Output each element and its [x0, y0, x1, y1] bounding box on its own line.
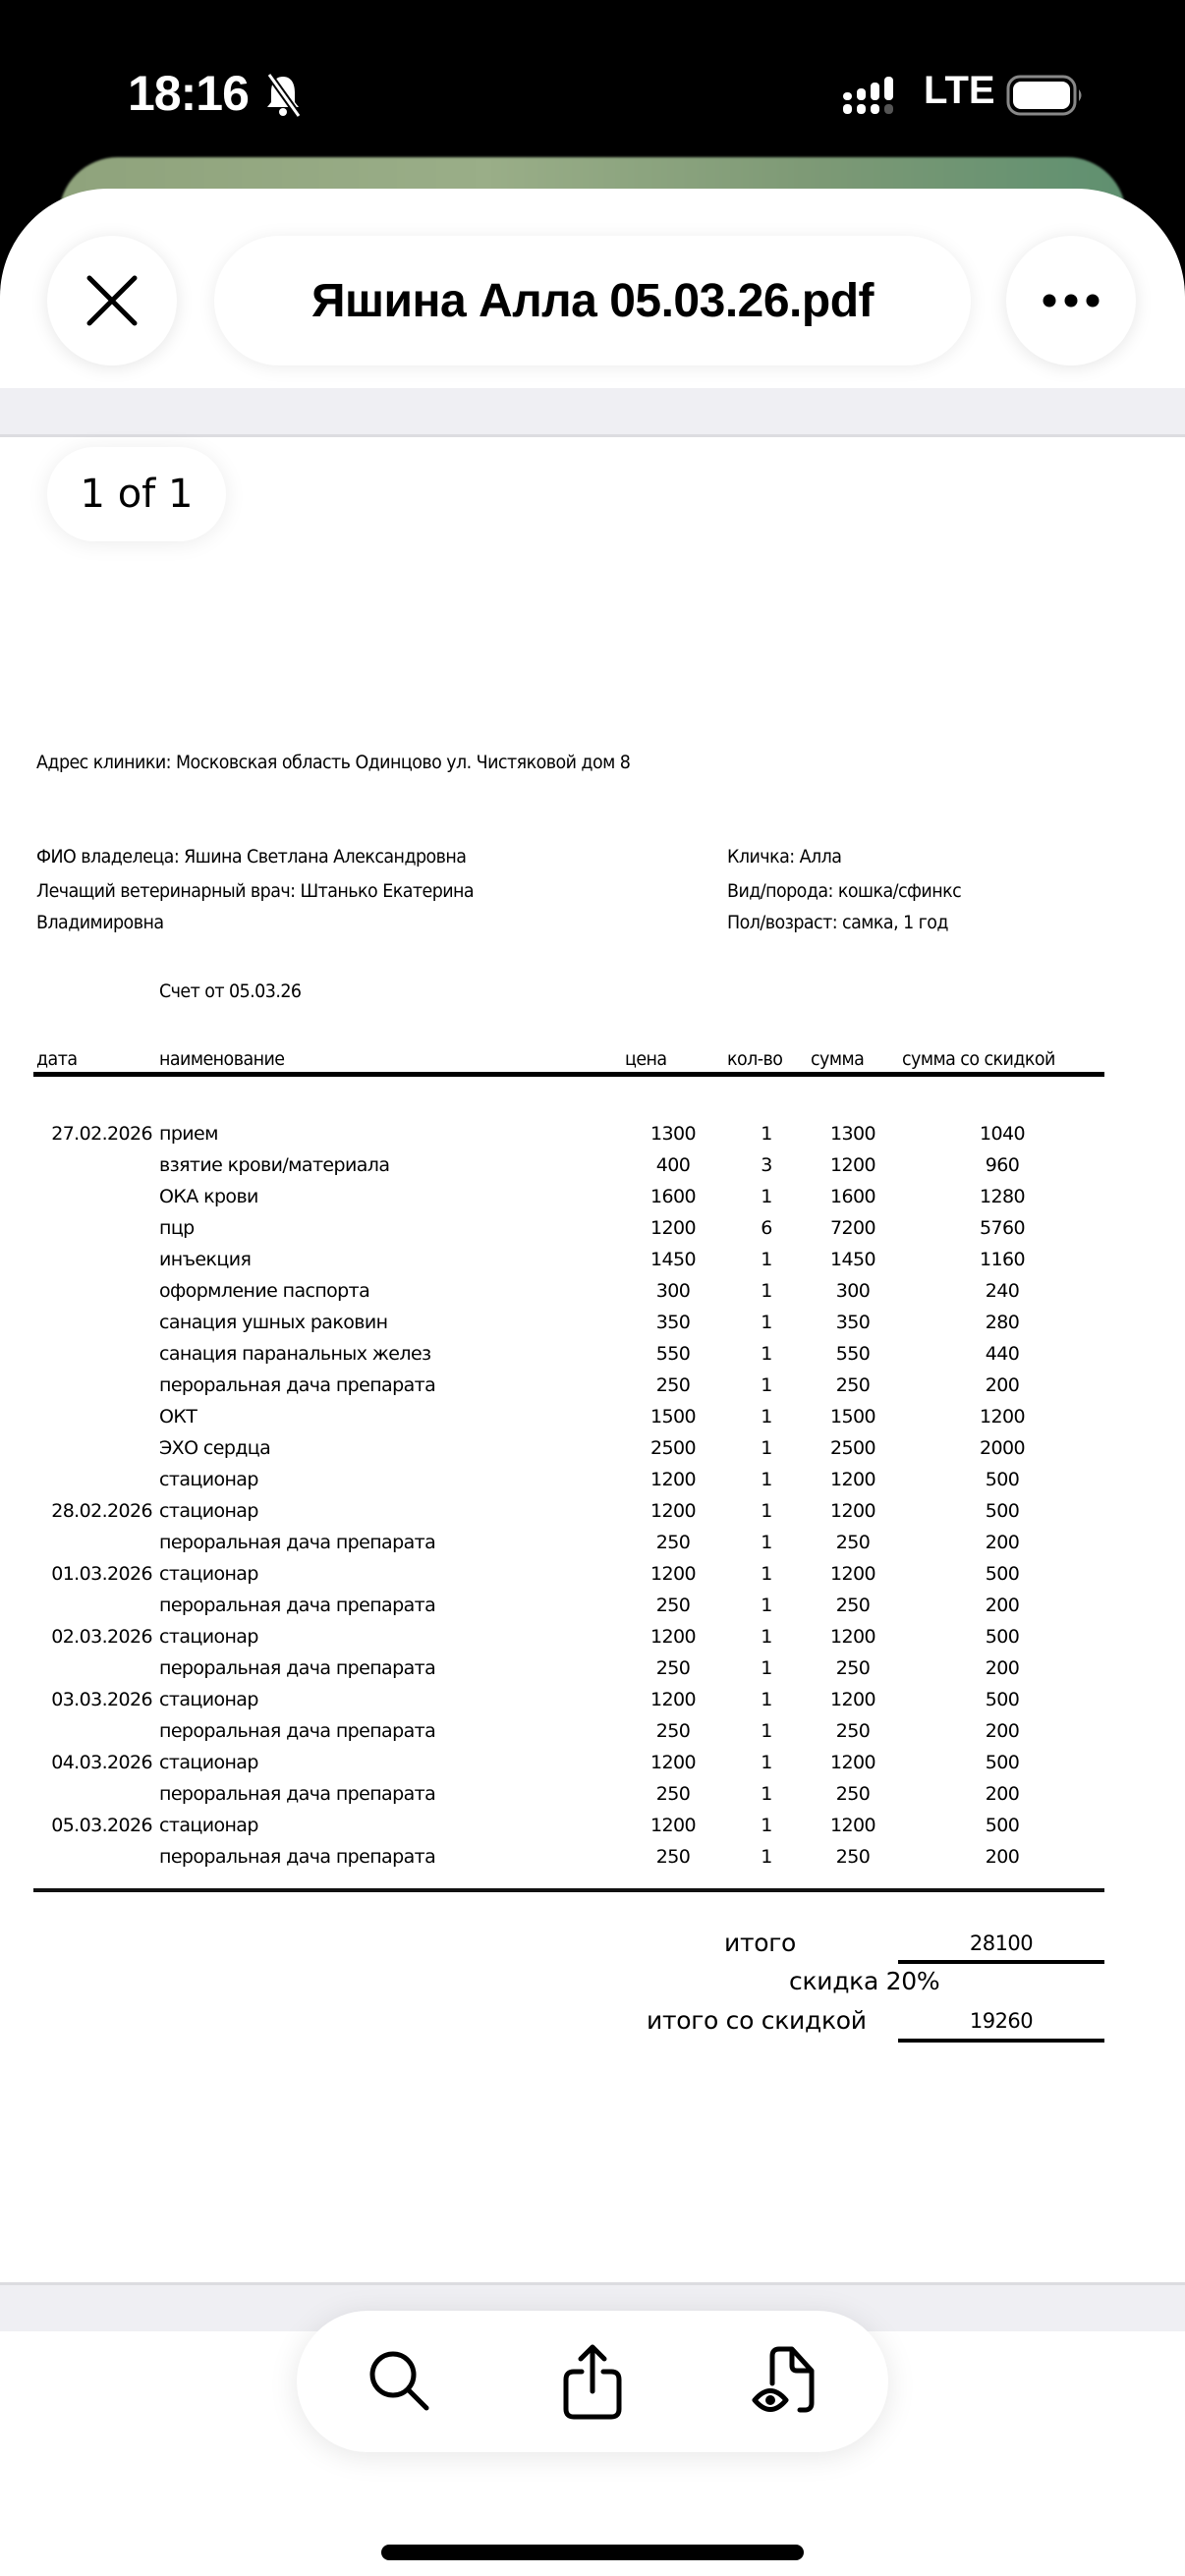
column-header-discounted: сумма со скидкой: [902, 1048, 1055, 1070]
cell-discounted: 500: [985, 1689, 1020, 1710]
cell-name: ОКА крови: [159, 1186, 258, 1207]
cell-price: 350: [655, 1312, 691, 1333]
cell-sum: 1500: [830, 1406, 875, 1428]
cell-name: взятие крови/материала: [159, 1154, 390, 1176]
cell-sum: 250: [835, 1657, 871, 1679]
cell-qty: 1: [761, 1815, 772, 1836]
cell-sum: 1200: [830, 1469, 875, 1490]
cell-qty: 1: [761, 1500, 772, 1522]
doctor-name-line1: Лечащий ветеринарный врач: Штанько Екатерина: [36, 880, 475, 902]
cell-qty: 3: [761, 1154, 772, 1176]
cell-price: 250: [655, 1657, 691, 1679]
cell-qty: 1: [761, 1563, 772, 1585]
cell-qty: 6: [761, 1217, 772, 1239]
cell-price: 300: [655, 1280, 691, 1302]
table-row: [0, 1374, 1185, 1406]
cell-price: 1200: [650, 1469, 696, 1490]
cell-name: санация паранальных желез: [159, 1343, 431, 1365]
table-row: [0, 1154, 1185, 1186]
table-row: [0, 1626, 1185, 1657]
column-header-qty: кол-во: [727, 1048, 783, 1070]
cell-sum: 250: [835, 1846, 871, 1868]
cell-price: 1200: [650, 1500, 696, 1522]
cell-price: 400: [655, 1154, 691, 1176]
cell-qty: 1: [761, 1783, 772, 1805]
column-header-date: дата: [36, 1048, 78, 1070]
pdf-page[interactable]: [0, 437, 1185, 2282]
cell-discounted: 200: [985, 1657, 1020, 1679]
viewer-options-button[interactable]: [736, 2332, 834, 2431]
cell-sum: 7200: [830, 1217, 875, 1239]
cell-sum: 1200: [830, 1500, 875, 1522]
cell-qty: 1: [761, 1343, 772, 1365]
invoice-document: [0, 437, 1185, 2282]
cell-price: 1450: [650, 1249, 696, 1270]
discount-label: скидка 20%: [789, 1967, 940, 1995]
document-title[interactable]: Яшина Алла 05.03.26.pdf: [214, 236, 971, 365]
cell-discounted: 200: [985, 1720, 1020, 1742]
cell-price: 250: [655, 1595, 691, 1616]
cell-name: стационар: [159, 1689, 258, 1710]
cell-qty: 1: [761, 1595, 772, 1616]
clinic-address: Адрес клиники: Московская область Одинцово ул. Чистяковой дом 8: [36, 752, 631, 773]
cell-qty: 1: [761, 1720, 772, 1742]
ellipsis-icon: [1042, 293, 1100, 308]
cell-sum: 1450: [830, 1249, 875, 1270]
cell-qty: 1: [761, 1312, 772, 1333]
document-eye-icon: [751, 2344, 819, 2419]
cell-name: пероральная дача препарата: [159, 1657, 436, 1679]
cell-discounted: 500: [985, 1752, 1020, 1773]
table-row: [0, 1657, 1185, 1689]
cell-discounted: 440: [985, 1343, 1020, 1365]
search-button[interactable]: [351, 2332, 449, 2431]
cell-date: 04.03.2026: [51, 1752, 152, 1773]
cell-name: инъекция: [159, 1249, 252, 1270]
battery-icon: [1006, 75, 1085, 116]
column-header-sum: сумма: [811, 1048, 865, 1070]
cell-sum: 250: [835, 1374, 871, 1396]
table-row: [0, 1437, 1185, 1469]
cell-qty: 1: [761, 1123, 772, 1145]
cell-name: стационар: [159, 1563, 258, 1585]
cell-name: стационар: [159, 1469, 258, 1490]
cell-discounted: 1280: [980, 1186, 1025, 1207]
cell-price: 1200: [650, 1217, 696, 1239]
cell-price: 250: [655, 1374, 691, 1396]
cell-sum: 250: [835, 1595, 871, 1616]
discounted-total-underline: [898, 2039, 1104, 2043]
cell-date: 05.03.2026: [51, 1815, 152, 1836]
cell-qty: 1: [761, 1626, 772, 1648]
cell-name: ЭХО сердца: [159, 1437, 271, 1459]
doctor-name-line2: Владимировна: [36, 912, 164, 933]
cell-discounted: 200: [985, 1532, 1020, 1553]
cell-sum: 1600: [830, 1186, 875, 1207]
cell-qty: 1: [761, 1657, 772, 1679]
cell-discounted: 200: [985, 1783, 1020, 1805]
cell-price: 1600: [650, 1186, 696, 1207]
discounted-total-value: 19260: [969, 2009, 1034, 2033]
cell-discounted: 960: [985, 1154, 1020, 1176]
table-row: [0, 1752, 1185, 1783]
cell-discounted: 500: [985, 1626, 1020, 1648]
cell-qty: 1: [761, 1374, 772, 1396]
cell-qty: 1: [761, 1846, 772, 1868]
cell-qty: 1: [761, 1406, 772, 1428]
cell-name: пероральная дача препарата: [159, 1783, 436, 1805]
table-row: [0, 1186, 1185, 1217]
cell-qty: 1: [761, 1469, 772, 1490]
cell-discounted: 280: [985, 1312, 1020, 1333]
cell-price: 1200: [650, 1815, 696, 1836]
cell-qty: 1: [761, 1437, 772, 1459]
table-row: [0, 1783, 1185, 1815]
table-row: [0, 1595, 1185, 1626]
cell-price: 1200: [650, 1563, 696, 1585]
magnifying-glass-icon: [366, 2347, 434, 2416]
page-indicator: 1 of 1: [47, 447, 226, 541]
pet-name: Кличка: Алла: [727, 846, 842, 868]
signal-icon: [843, 77, 900, 116]
cell-sum: 1300: [830, 1123, 875, 1145]
table-row: [0, 1280, 1185, 1312]
column-header-price: цена: [625, 1048, 667, 1070]
cell-price: 250: [655, 1846, 691, 1868]
bottom-toolbar: [297, 2311, 888, 2452]
cell-discounted: 2000: [980, 1437, 1025, 1459]
cell-date: 28.02.2026: [51, 1500, 152, 1522]
cell-price: 250: [655, 1720, 691, 1742]
table-row: [0, 1217, 1185, 1249]
home-indicator[interactable]: [381, 2545, 804, 2560]
table-row: [0, 1343, 1185, 1374]
pet-species: Вид/порода: кошка/сфинкс: [727, 880, 962, 902]
cell-qty: 1: [761, 1186, 772, 1207]
table-row: [0, 1500, 1185, 1532]
cell-qty: 1: [761, 1752, 772, 1773]
cell-name: стационар: [159, 1500, 258, 1522]
cell-discounted: 1040: [980, 1123, 1025, 1145]
cell-price: 250: [655, 1532, 691, 1553]
owner-name: ФИО владелеца: Яшина Светлана Александровна: [36, 846, 467, 868]
cell-qty: 1: [761, 1532, 772, 1553]
table-row: [0, 1720, 1185, 1752]
cell-discounted: 500: [985, 1469, 1020, 1490]
cell-name: пероральная дача препарата: [159, 1720, 436, 1742]
more-button[interactable]: [1006, 236, 1136, 365]
cell-price: 1300: [650, 1123, 696, 1145]
table-row: [0, 1469, 1185, 1500]
cell-sum: 1200: [830, 1689, 875, 1710]
cell-discounted: 200: [985, 1846, 1020, 1868]
cell-name: пцр: [159, 1217, 195, 1239]
bell-slash-icon: [263, 73, 303, 118]
cell-price: 1200: [650, 1752, 696, 1773]
cell-discounted: 1200: [980, 1406, 1025, 1428]
pdf-viewer-sheet: [0, 189, 1185, 2576]
cell-name: пероральная дача препарата: [159, 1846, 436, 1868]
cell-price: 2500: [650, 1437, 696, 1459]
cell-date: 02.03.2026: [51, 1626, 152, 1648]
cell-price: 250: [655, 1783, 691, 1805]
cell-sum: 1200: [830, 1154, 875, 1176]
table-row: [0, 1532, 1185, 1563]
cell-price: 1500: [650, 1406, 696, 1428]
close-button[interactable]: [47, 236, 177, 365]
cell-name: стационар: [159, 1752, 258, 1773]
cell-sum: 250: [835, 1720, 871, 1742]
cell-discounted: 240: [985, 1280, 1020, 1302]
page-gap-top: [0, 388, 1185, 437]
column-header-name: наименование: [159, 1048, 285, 1070]
cell-qty: 1: [761, 1280, 772, 1302]
cell-discounted: 500: [985, 1563, 1020, 1585]
cell-sum: 250: [835, 1783, 871, 1805]
cell-name: пероральная дача препарата: [159, 1595, 436, 1616]
status-bar: [0, 0, 1185, 157]
cell-discounted: 200: [985, 1595, 1020, 1616]
cell-sum: 350: [835, 1312, 871, 1333]
table-row: [0, 1689, 1185, 1720]
cell-name: стационар: [159, 1815, 258, 1836]
cell-name: пероральная дача препарата: [159, 1532, 436, 1553]
cell-date: 01.03.2026: [51, 1563, 152, 1585]
table-row: [0, 1249, 1185, 1280]
share-icon: [558, 2342, 627, 2421]
table-row: [0, 1846, 1185, 1877]
share-button[interactable]: [543, 2332, 642, 2431]
cell-date: 27.02.2026: [51, 1123, 152, 1145]
cell-price: 550: [655, 1343, 691, 1365]
cell-discounted: 200: [985, 1374, 1020, 1396]
close-icon: [85, 274, 139, 327]
cell-name: пероральная дача препарата: [159, 1374, 436, 1396]
cell-name: санация ушных раковин: [159, 1312, 388, 1333]
status-time: 18:16: [128, 66, 249, 121]
cell-discounted: 5760: [980, 1217, 1025, 1239]
cell-price: 1200: [650, 1626, 696, 1648]
cell-date: 03.03.2026: [51, 1689, 152, 1710]
total-underline: [898, 1960, 1104, 1964]
table-row: [0, 1563, 1185, 1595]
cell-price: 1200: [650, 1689, 696, 1710]
cell-sum: 250: [835, 1532, 871, 1553]
cell-name: прием: [159, 1123, 218, 1145]
total-label: итого: [724, 1929, 797, 1957]
cell-sum: 2500: [830, 1437, 875, 1459]
cell-discounted: 500: [985, 1815, 1020, 1836]
cell-sum: 300: [835, 1280, 871, 1302]
cell-sum: 1200: [830, 1563, 875, 1585]
invoice-title: Счет от 05.03.26: [159, 980, 302, 1002]
cell-name: оформление паспорта: [159, 1280, 370, 1302]
table-row: [0, 1815, 1185, 1846]
cell-sum: 1200: [830, 1752, 875, 1773]
table-bottom-rule: [33, 1888, 1104, 1892]
discounted-total-label: итого со скидкой: [647, 2006, 867, 2035]
cell-discounted: 500: [985, 1500, 1020, 1522]
table-row: [0, 1123, 1185, 1154]
cell-name: стационар: [159, 1626, 258, 1648]
cell-name: ОКТ: [159, 1406, 198, 1428]
table-row: [0, 1406, 1185, 1437]
network-type: LTE: [924, 69, 995, 112]
cell-discounted: 1160: [980, 1249, 1025, 1270]
header-rule: [33, 1072, 1104, 1077]
cell-sum: 1200: [830, 1815, 875, 1836]
pet-sex-age: Пол/возраст: самка, 1 год: [727, 912, 948, 933]
total-value: 28100: [969, 1932, 1034, 1955]
table-row: [0, 1312, 1185, 1343]
cell-qty: 1: [761, 1249, 772, 1270]
cell-qty: 1: [761, 1689, 772, 1710]
cell-sum: 550: [835, 1343, 871, 1365]
cell-sum: 1200: [830, 1626, 875, 1648]
